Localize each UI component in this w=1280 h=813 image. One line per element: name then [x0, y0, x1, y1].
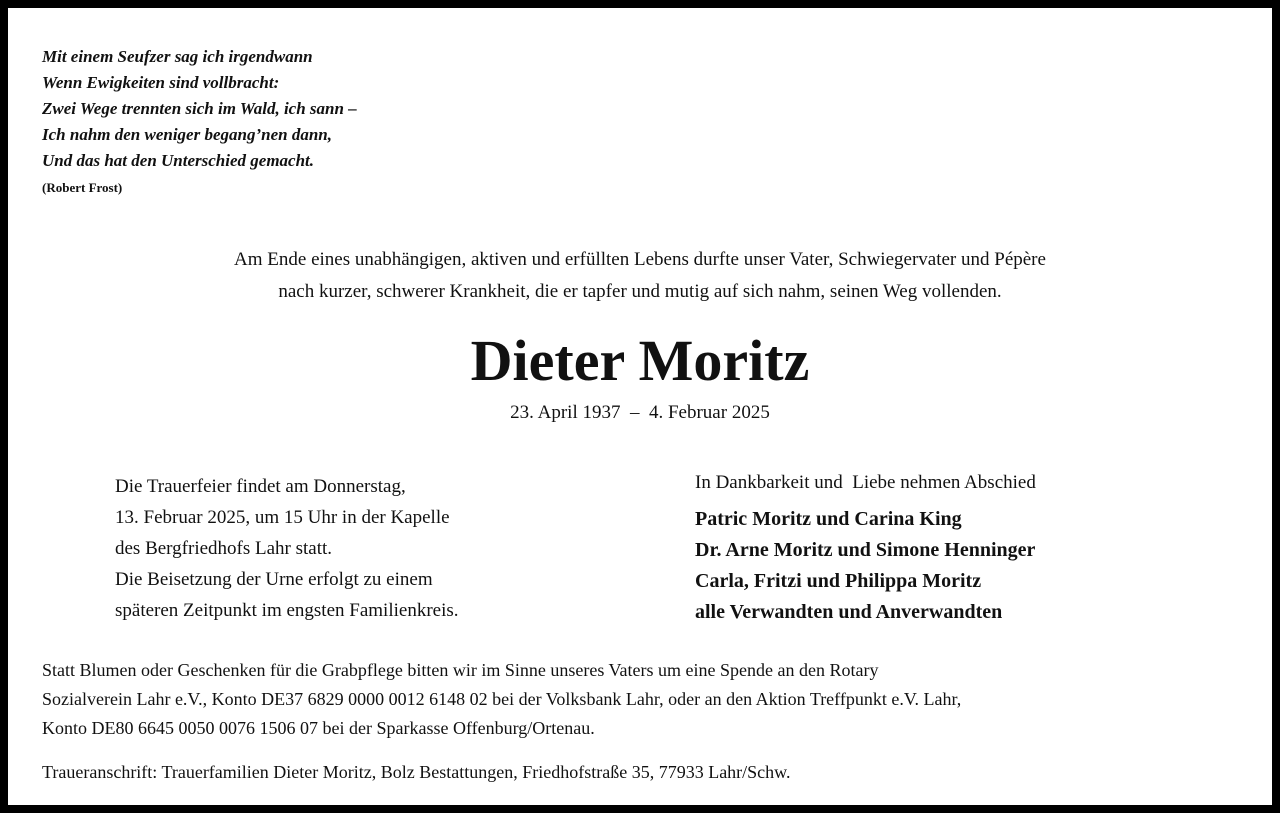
funeral-line: späteren Zeitpunkt im engsten Familienkreis. — [115, 600, 459, 621]
funeral-line: des Bergfriedhofs Lahr statt. — [115, 538, 333, 559]
funeral-line: Die Trauerfeier findet am Donnerstag, — [115, 476, 406, 497]
donation-line: Statt Blumen oder Geschenken für die Grabpflege bitten wir im Sinne unseres Vaters um eine Spende an den Rotary — [42, 660, 879, 680]
poem — [42, 44, 357, 174]
life-dates: 23. April 1937 – 4. Februar 2025 — [510, 402, 770, 423]
mourner-list — [695, 504, 1036, 628]
mourner-name: Carla, Fritzi und Philippa Moritz — [695, 570, 982, 592]
mourner-name: Dr. Arne Moritz und Simone Henninger — [695, 539, 1036, 561]
poem-line: Ich nahm den weniger begang’nen dann, — [42, 125, 332, 144]
poem-line: Mit einem Seufzer sag ich irgendwann — [42, 47, 313, 66]
mourner-name: alle Verwandten und Anverwandten — [695, 601, 1003, 623]
funeral-line: Die Beisetzung der Urne erfolgt zu einem — [115, 569, 433, 590]
donation-notice — [42, 656, 961, 743]
intro-line: Am Ende eines unabhängigen, aktiven und erfüllten Lebens durfte unser Vater, Schwiegervater und Pépère — [234, 249, 1046, 270]
donation-line: Konto DE80 6645 0050 0076 1506 07 bei der Sparkasse Offenburg/Ortenau. — [42, 718, 595, 738]
poem-line: Wenn Ewigkeiten sind vollbracht: — [42, 73, 280, 92]
mourners — [695, 468, 1036, 628]
farewell-line: In Dankbarkeit und Liebe nehmen Abschied — [695, 472, 1036, 493]
poem-author: (Robert Frost) — [42, 180, 123, 195]
funeral-info — [115, 471, 459, 626]
intro-text — [8, 244, 1272, 308]
mourning-address: Traueranschrift: Trauerfamilien Dieter Moritz, Bolz Bestattungen, Friedhofstraße 35, 77933 Lahr/Schw. — [42, 762, 791, 782]
deceased-name: Dieter Moritz — [470, 328, 810, 393]
intro-line: nach kurzer, schwerer Krankheit, die er tapfer und mutig auf sich nahm, seinen Weg vollenden. — [278, 281, 1002, 302]
poem-line: Und das hat den Unterschied gemacht. — [42, 151, 315, 170]
poem-line: Zwei Wege trennten sich im Wald, ich sann – — [42, 99, 357, 118]
mourner-name: Patric Moritz und Carina King — [695, 508, 962, 530]
donation-line: Sozialverein Lahr e.V., Konto DE37 6829 0000 0012 6148 02 bei der Volksbank Lahr, oder an den Aktion Treffpunkt e.V. Lahr, — [42, 689, 962, 709]
funeral-line: 13. Februar 2025, um 15 Uhr in der Kapelle — [115, 507, 450, 528]
